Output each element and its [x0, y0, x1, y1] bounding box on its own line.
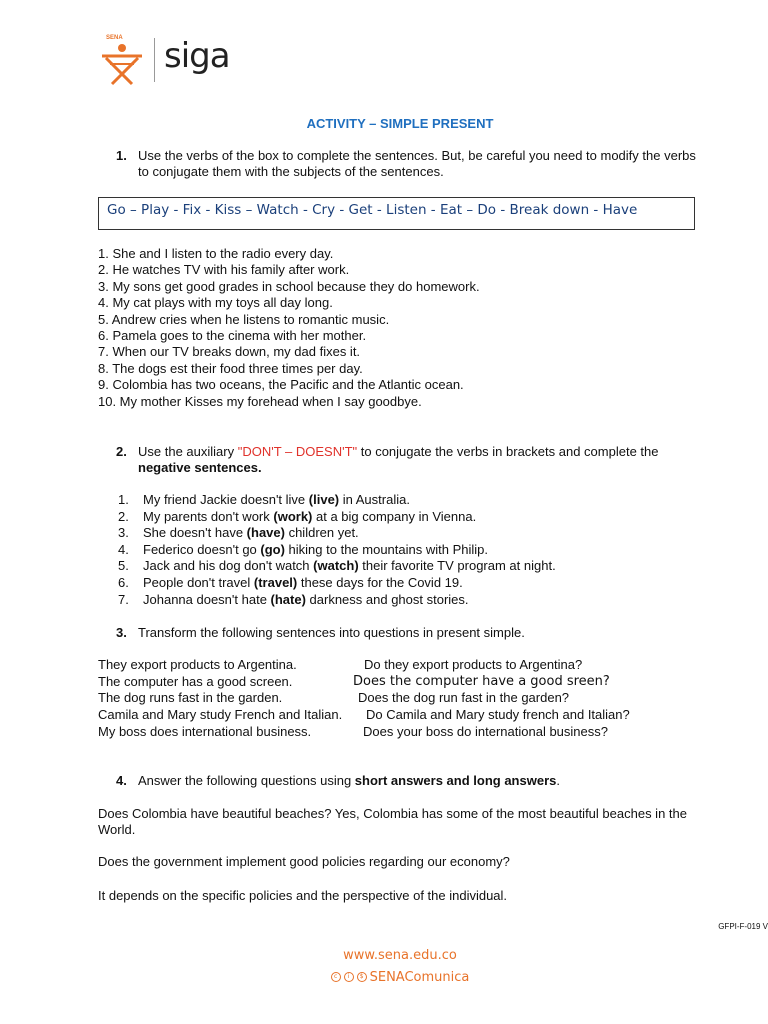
- sena-emblem-icon: [96, 34, 148, 86]
- statement: My boss does international business.: [98, 723, 312, 739]
- table-row: [98, 707, 698, 724]
- answer-2: It depends on the specific policies and the perspective of the individual.: [98, 888, 508, 903]
- table-row: [98, 674, 698, 691]
- instruction-text: Use the auxiliary: [138, 444, 238, 459]
- list-item: 6. Pamela goes to the cinema with her mother.: [98, 328, 367, 344]
- question: Do Camila and Mary study french and Italian?: [366, 707, 630, 723]
- footer-website[interactable]: www.sena.edu.co: [343, 948, 457, 963]
- table-row: [98, 724, 698, 741]
- section-number: 2.: [116, 444, 127, 459]
- list-item: 3. My sons get good grades in school because they do homework.: [98, 278, 480, 294]
- footer-social: [0, 967, 768, 985]
- list-item: 9. Colombia has two oceans, the Pacific and the Atlantic ocean.: [98, 377, 464, 393]
- sentence-list: [98, 246, 480, 410]
- nc-icon: $: [357, 972, 367, 982]
- list-item: 10. My mother Kisses my forehead when I say goodbye.: [98, 393, 422, 409]
- statement: Camila and Mary study French and Italian.: [98, 707, 343, 723]
- logo-divider: [154, 38, 155, 82]
- table-row: [98, 657, 698, 674]
- list-item: 5. Jack and his dog don't watch (watch) their favorite TV program at night.: [118, 558, 556, 574]
- section-number: 4.: [116, 773, 127, 788]
- auxiliary-highlight: "DON'T – DOESN'T": [237, 444, 358, 459]
- list-item: 7. Johanna doesn't hate (hate) darkness and ghost stories.: [118, 591, 469, 607]
- list-item: 8. The dogs est their food three times per day.: [98, 360, 363, 376]
- section-number: 1.: [116, 148, 127, 163]
- section-2-instruction: [116, 444, 706, 476]
- social-handle: SENAComunica: [369, 969, 470, 985]
- by-icon: i: [344, 972, 354, 982]
- section-number: 3.: [116, 625, 127, 640]
- list-item: 1. My friend Jackie doesn't live (live) in Australia.: [118, 492, 410, 507]
- section-3-instruction: [116, 625, 706, 641]
- question-pairs: [98, 657, 698, 740]
- list-item: 5. Andrew cries when he listens to romantic music.: [98, 311, 390, 327]
- answer-1: Does Colombia have beautiful beaches? Yes, Colombia has some of the most beautiful beaches in the World.: [98, 806, 687, 837]
- statement: They export products to Argentina.: [98, 657, 297, 672]
- question: Does the dog run fast in the garden?: [358, 690, 570, 706]
- document-code: GFPI-F-019 V: [718, 922, 768, 931]
- list-item: 2. He watches TV with his family after work.: [98, 262, 350, 278]
- table-row: [98, 690, 698, 707]
- list-item: 4. Federico doesn't go (go) hiking to the mountains with Philip.: [118, 541, 488, 557]
- list-item: 6. People don't travel (travel) these days for the Covid 19.: [118, 574, 463, 590]
- sena-logo-text: SENA: [106, 35, 123, 41]
- question: Does the computer have a good sreen?: [353, 673, 610, 689]
- instruction-text: Use the verbs of the box to complete the sentences. But, be careful you need to modify the verbs to conjugate them with the subjects of the sentences.: [138, 148, 696, 179]
- instruction-text: Transform the following sentences into questions in present simple.: [138, 625, 525, 640]
- list-item: 1. She and I listen to the radio every day.: [98, 246, 334, 261]
- statement: The computer has a good screen.: [98, 673, 293, 689]
- page-title: ACTIVITY – SIMPLE PRESENT: [306, 116, 494, 131]
- list-item: 3. She doesn't have (have) children yet.: [118, 525, 359, 541]
- question: Do they export products to Argentina?: [364, 657, 583, 672]
- creative-commons-icon: c: [331, 972, 341, 982]
- siga-wordmark: siga: [164, 36, 230, 76]
- statement: The dog runs fast in the garden.: [98, 690, 283, 706]
- question-2: Does the government implement good policies regarding our economy?: [98, 854, 510, 869]
- question: Does your boss do international business?: [363, 723, 608, 739]
- section-1-instruction: [116, 148, 706, 180]
- list-item: 4. My cat plays with my toys all day long.: [98, 295, 333, 311]
- verb-box: Go – Play - Fix - Kiss – Watch - Cry - Get - Listen - Eat – Do - Break down - Have: [98, 197, 695, 230]
- negative-list: [118, 492, 556, 608]
- section-4-instruction: 4. Answer the following questions using short answers and long answers.: [116, 773, 560, 788]
- sena-logo: [96, 34, 246, 90]
- list-item: 2. My parents don't work (work) at a big company in Vienna.: [118, 508, 477, 524]
- instruction-text: to conjugate the verbs in brackets and complete the: [357, 444, 659, 459]
- instruction-bold: negative sentences.: [138, 460, 262, 475]
- instruction-bold: short answers and long answers: [354, 773, 557, 788]
- list-item: 7. When our TV breaks down, my dad fixes it.: [98, 344, 361, 360]
